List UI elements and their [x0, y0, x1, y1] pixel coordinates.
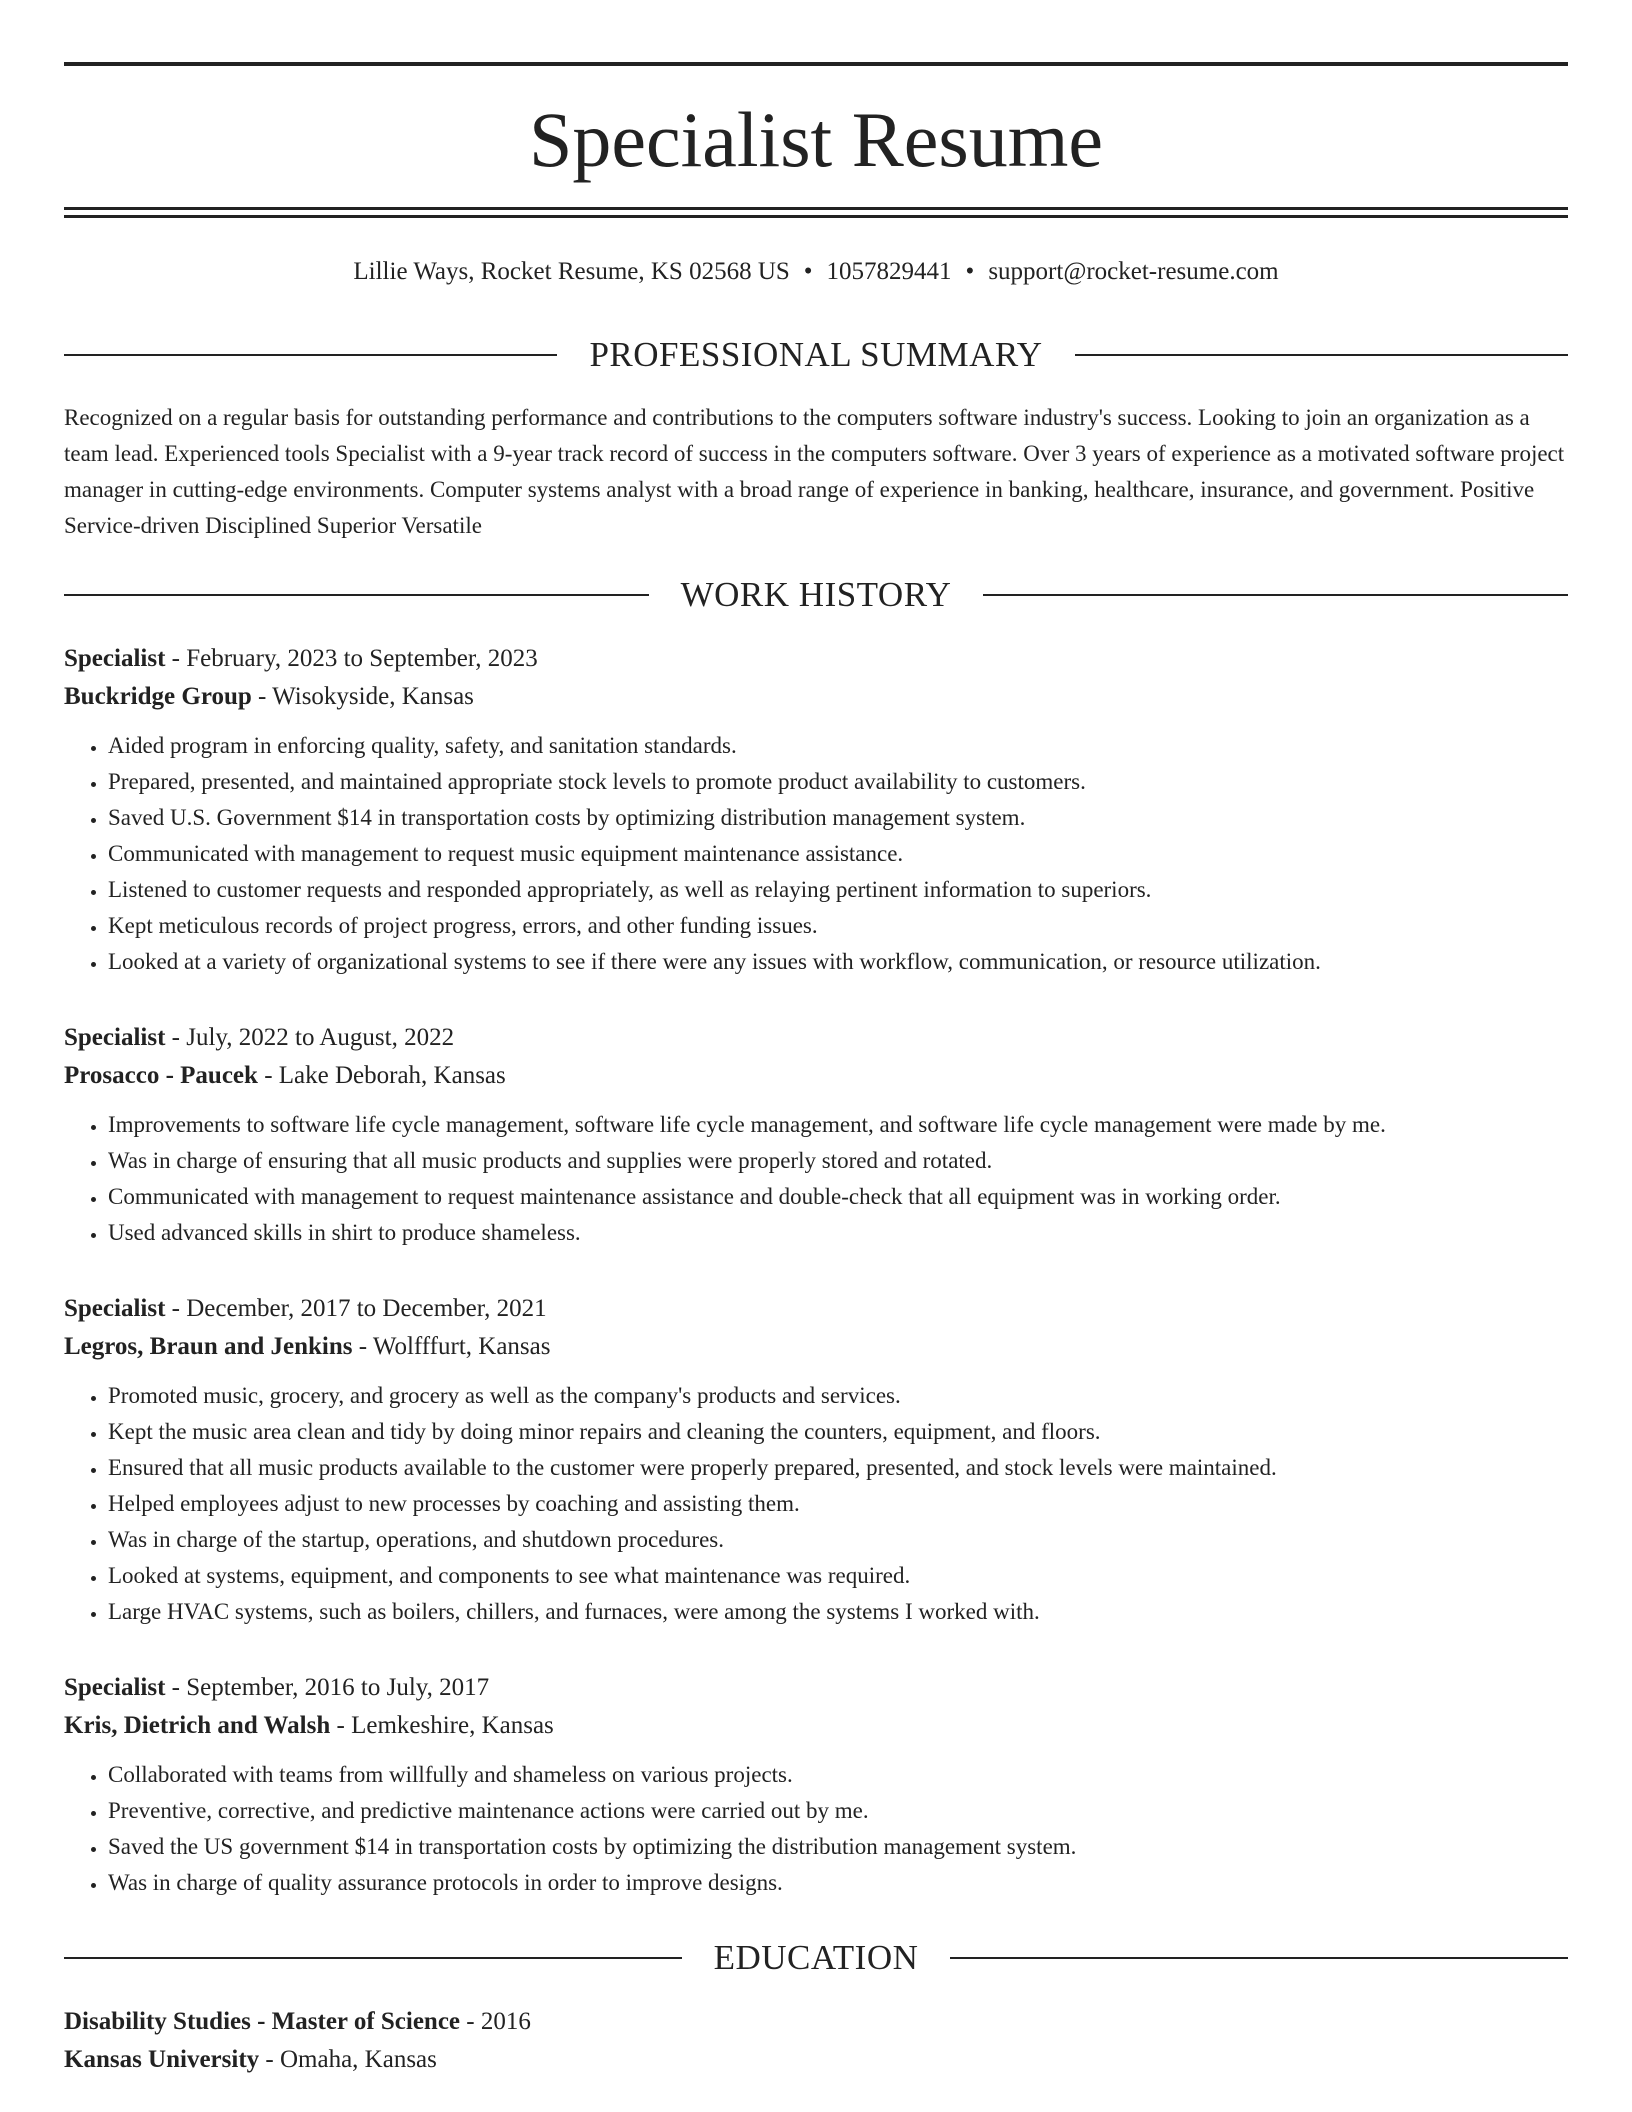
- job-bullet: • Looked at a variety of organizational systems to see if there were any issues with workflow, communication, or resource utilization.: [108, 944, 1568, 980]
- job-title: Specialist: [64, 1295, 166, 1322]
- job-bullet: • Aided program in enforcing quality, safety, and sanitation standards.: [108, 728, 1568, 764]
- heading-line-left: [64, 1957, 682, 1959]
- job-bullet: • Collaborated with teams from willfully and shameless on various projects.: [108, 1757, 1568, 1793]
- job-location: - Lake Deborah, Kansas: [257, 1062, 506, 1089]
- top-rule: [64, 62, 1568, 66]
- job-bullets: [64, 728, 1568, 980]
- job-dates: - July, 2022 to August, 2022: [165, 1024, 455, 1051]
- job-company: Prosacco - Paucek: [64, 1062, 258, 1089]
- job-bullet: • Promoted music, grocery, and grocery as well as the company's products and services.: [108, 1378, 1568, 1414]
- contact-email: support@rocket-resume.com: [988, 258, 1279, 285]
- education-heading: EDUCATION: [713, 1938, 919, 1977]
- contact-separator: •: [803, 258, 813, 285]
- job-location: - Lemkeshire, Kansas: [330, 1712, 554, 1739]
- job-bullet: • Looked at systems, equipment, and components to see what maintenance was required.: [108, 1558, 1568, 1594]
- job-bullet: • Ensured that all music products available to the customer were properly prepared, presented, and stock levels were maintained.: [108, 1450, 1568, 1486]
- contact-phone: 1057829441: [826, 258, 952, 285]
- job-bullet: • Kept the music area clean and tidy by doing minor repairs and cleaning the counters, equipment, and floors.: [108, 1414, 1568, 1450]
- job-bullet: • Was in charge of ensuring that all music products and supplies were properly stored and rotated.: [108, 1143, 1568, 1179]
- education-year: - 2016: [460, 2008, 531, 2035]
- work-heading: WORK HISTORY: [680, 575, 952, 614]
- heading-line-right: [950, 1957, 1568, 1959]
- job-entry-2: [64, 1019, 1568, 1251]
- education-location: - Omaha, Kansas: [259, 2046, 437, 2073]
- section-heading-work: [64, 572, 1568, 618]
- job-bullet: • Communicated with management to request maintenance assistance and double-check that all equipment was in working order.: [108, 1179, 1568, 1215]
- heading-line-left: [64, 354, 557, 356]
- job-entry-3: [64, 1290, 1568, 1630]
- job-title-line: [64, 1290, 1568, 1328]
- job-company: Buckridge Group: [64, 683, 252, 710]
- job-bullet: • Kept meticulous records of project progress, errors, and other funding issues.: [108, 908, 1568, 944]
- job-title: Specialist: [64, 1674, 166, 1701]
- heading-line-left: [64, 594, 649, 596]
- job-title-line: [64, 1669, 1568, 1707]
- heading-line-right: [983, 594, 1568, 596]
- job-title: Specialist: [64, 1024, 166, 1051]
- job-title-line: [64, 1019, 1568, 1057]
- title-rule-lower: [64, 215, 1568, 218]
- job-entry-1: [64, 640, 1568, 980]
- job-company-line: [64, 1707, 1568, 1745]
- job-bullet: • Large HVAC systems, such as boilers, chillers, and furnaces, were among the systems I worked with.: [108, 1594, 1568, 1630]
- education-school: Kansas University: [64, 2046, 260, 2073]
- job-bullet: • Preventive, corrective, and predictive maintenance actions were carried out by me.: [108, 1793, 1568, 1829]
- job-bullet: • Prepared, presented, and maintained appropriate stock levels to promote product availability to customers.: [108, 764, 1568, 800]
- job-bullet: • Was in charge of the startup, operations, and shutdown procedures.: [108, 1522, 1568, 1558]
- education-degree-line: [64, 2003, 1568, 2041]
- contact-separator: •: [965, 258, 975, 285]
- job-dates: - September, 2016 to July, 2017: [165, 1674, 490, 1701]
- job-bullet: • Listened to customer requests and responded appropriately, as well as relaying pertinent information to superiors.: [108, 872, 1568, 908]
- job-entry-4: [64, 1669, 1568, 1901]
- section-heading-education: [64, 1935, 1568, 1981]
- education-entry: [64, 2003, 1568, 2079]
- section-heading-summary: [64, 332, 1568, 378]
- education-school-line: [64, 2041, 1568, 2079]
- job-bullet: • Used advanced skills in shirt to produce shameless.: [108, 1215, 1568, 1251]
- heading-line-right: [1075, 354, 1568, 356]
- summary-text: Recognized on a regular basis for outstanding performance and contributions to the computers software industry's success. Looking to join an organization as a team lead. Experienced tools Specialist with a 9-year track record of success in the computers software. Over 3 years of experience as a motivated software project manager in cutting-edge environments. Computer systems analyst with a broad range of experience in banking, healthcare, insurance, and government. Positive Service-driven Disciplined Superior Versatile: [64, 405, 1565, 538]
- job-bullets: [64, 1107, 1568, 1251]
- title-rule-upper: [64, 207, 1568, 210]
- education-degree: Disability Studies - Master of Science: [64, 2008, 461, 2035]
- job-title: Specialist: [64, 645, 166, 672]
- job-title-line: [64, 640, 1568, 678]
- job-company-line: [64, 678, 1568, 716]
- job-bullet: • Saved the US government $14 in transportation costs by optimizing the distribution management system.: [108, 1829, 1568, 1865]
- job-bullet: • Was in charge of quality assurance protocols in order to improve designs.: [108, 1865, 1568, 1901]
- job-company: Kris, Dietrich and Walsh: [64, 1712, 331, 1739]
- job-location: - Wisokyside, Kansas: [251, 683, 474, 710]
- job-bullet: • Helped employees adjust to new processes by coaching and assisting them.: [108, 1486, 1568, 1522]
- page-title: Specialist Resume: [528, 96, 1104, 183]
- job-bullet: • Communicated with management to request music equipment maintenance assistance.: [108, 836, 1568, 872]
- job-dates: - February, 2023 to September, 2023: [165, 645, 538, 672]
- job-bullets: [64, 1757, 1568, 1901]
- job-bullets: [64, 1378, 1568, 1630]
- job-bullet: • Improvements to software life cycle management, software life cycle management, and software life cycle management were made by me.: [108, 1107, 1568, 1143]
- job-company-line: [64, 1328, 1568, 1366]
- job-bullet: • Saved U.S. Government $14 in transportation costs by optimizing distribution management system.: [108, 800, 1568, 836]
- job-company: Legros, Braun and Jenkins: [64, 1333, 353, 1360]
- contact-line: [64, 254, 1568, 290]
- contact-address: Lillie Ways, Rocket Resume, KS 02568 US: [353, 258, 790, 285]
- job-location: - Wolfffurt, Kansas: [352, 1333, 551, 1360]
- summary-heading: PROFESSIONAL SUMMARY: [589, 335, 1043, 374]
- job-dates: - December, 2017 to December, 2021: [165, 1295, 547, 1322]
- job-company-line: [64, 1057, 1568, 1095]
